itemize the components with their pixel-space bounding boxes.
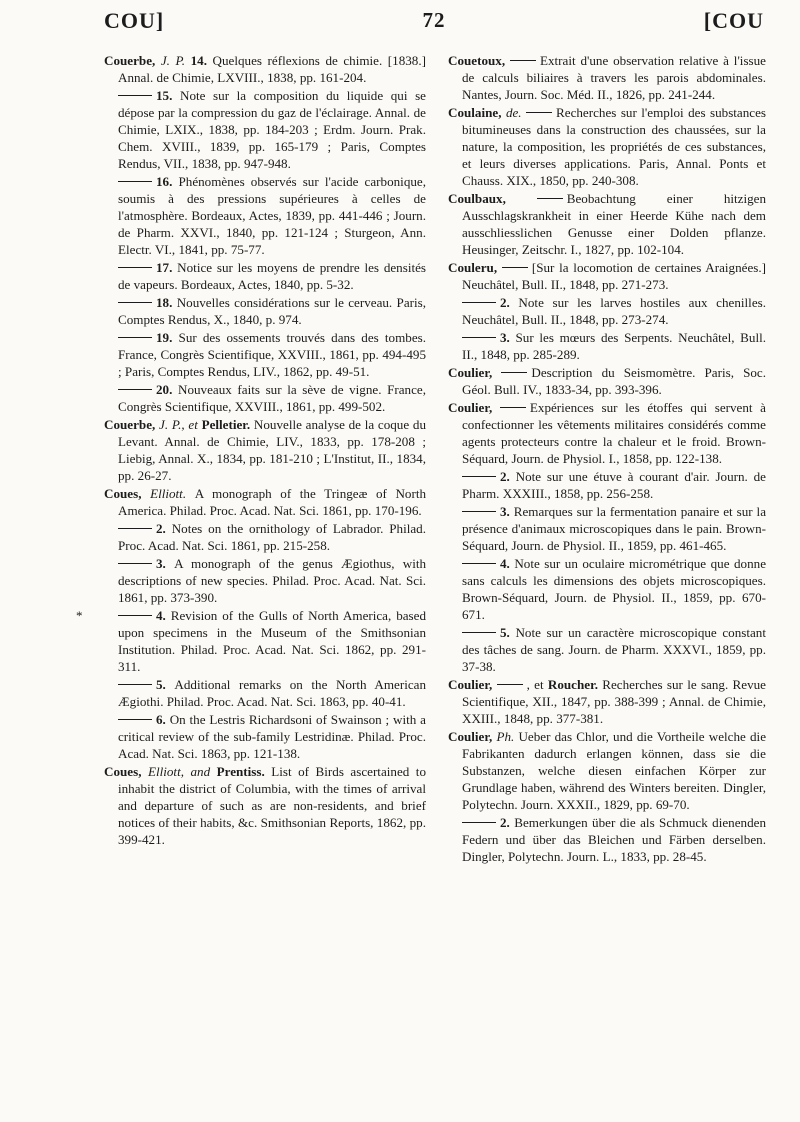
bibliography-entry [448,52,766,103]
entry-number: 17. [156,260,178,275]
ditto-dash [118,719,152,720]
entry-text: Quelques réflexions de chimie. [1838.] Annal. de Chimie, LXVIII., 1838, pp. 161-204. [118,53,426,85]
entry-text: Extrait d'une observation relative à l'issue de calculs biliaires à travers les parois abdominales. Nantes, Journ. Soc. Méd. II., 1826, pp. 241-244. [462,53,766,102]
author-surname: Couleru, [448,260,502,275]
bibliography-subentry [104,87,426,172]
entry-text: Revision of the Gulls of North America, based upon specimens in the Museum of the Smithsonian Institution. Philad. Proc. Acad. Nat. Sci. 1862, pp. 291-311. [118,608,427,674]
header-right-range: [COU [703,8,764,33]
entry-text: Description du Seismomètre. Paris, Soc. Géol. Bull. IV., 1833-34, pp. 393-396. [462,365,767,397]
entry-text: Expériences sur les étoffes qui servent à confectionner les vêtements militaires considérés comme agents protecteurs contre la chaleur et le froid. Brown-Séquard, Journ. de Physiol. I., 1858, pp. 122-138. [462,400,766,466]
ditto-dash [526,112,552,113]
entry-text: Note sur un caractère microscopique constant des tâches de sang. Journ. de Pharm. XXXVI., 1859, pp. 37-38. [462,625,766,674]
bibliography-entry [448,190,766,258]
ditto-dash [118,615,152,616]
ditto-dash [497,684,523,685]
ditto-dash [118,528,152,529]
margin-mark: * [76,608,83,623]
entry-number: 16. [156,174,179,189]
author-given: de. [505,105,527,120]
entry-text: Note sur une étuve à courant d'air. Journ. de Pharm. XXXIII., 1858, pp. 256-258. [462,469,766,501]
entry-number: 4. [156,608,171,623]
entry-number: 14. [190,53,213,68]
entry-text: Note sur un oculaire micrométrique que donne sans calculs les dimensions des objets microscopiques. Brown-Séquard, Journ. de Physiol. II., 1859, pp. 670-671. [462,556,767,622]
header-left-range: COU] [104,8,165,33]
ditto-dash [500,407,526,408]
ditto-dash [462,632,496,633]
entry-text: Notes on the ornithology of Labrador. Philad. Proc. Acad. Nat. Sci. 1861, pp. 215-258. [118,521,426,553]
entry-number: 2. [500,815,515,830]
bibliography-entry [448,259,766,293]
entry-text: [Sur la locomotion de certaines Araignées.] Neuchâtel, Bull. II., 1848, pp. 271-273. [462,260,767,292]
bibliography-subentry [448,814,766,865]
entry-text: Recherches sur l'emploi des substances bitumineuses dans la construction des chaussées, sur la nature, la composition, les propriétés de ces substances, et leurs diverses applications. Paris, Annal. Ponts et Chauss. XIX., 1850, pp. 240-308. [462,105,767,188]
bibliography-subentry [104,381,426,415]
ditto-dash [462,822,496,823]
entry-text: Nouvelle analyse de la coque du Levant. Annal. de Chimie, LIV., 1833, pp. 178-208 ; Liebig, Annal. X., 1834, pp. 181-210 ; L'Institut, II., 1834, pp. 26-27. [118,417,426,483]
bibliography-subentry [104,329,426,380]
author-surname: Couerbe, [104,53,161,68]
coauthor-surname: Roucher. [547,677,603,692]
bibliography-subentry [448,468,766,502]
entry-text: List of Birds ascertained to inhabit the district of Columbia, with the times of arrival and departure of such as are non-residents, and brief notices of their habits, &c. Smithsonian Reports, 1862, pp. 399-421. [118,764,426,847]
entry-text: Phénomènes observés sur l'acide carbonique, soumis à des pressions supérieures à celles de l'atmosphère. Bordeaux, Actes, 1839, pp. 441-446 ; Journ. de Pharm. XXVI., 1840, pp. 121-124 ; Sturgeon, Ann. Electr. VI., 1841, pp. 75-77. [118,174,427,257]
bibliography-subentry [448,503,766,554]
entry-number: 2. [500,295,519,310]
author-surname: Coulier, [448,729,497,744]
author-surname: Coulier, [448,365,502,380]
ditto-dash [118,389,152,390]
entry-text: On the Lestris Richardsoni of Swainson ; with a critical review of the sub-family Lestridinæ. Philad. Proc. Acad. Nat. Sci. 1863, pp. 121-138. [118,712,426,761]
bibliography-subentry [104,520,426,554]
author-given: Elliott. [150,486,195,501]
entry-text: Ueber das Chlor, und die Vortheile welche die Fabrikanten dadurch erlangen können, dass sie die Substanzen, welche diesen einfachen Körper zur Grundlage haben, während des Winters bereiten. Dingler, Polytechn. Journ. XXXII., 1829, pp. 69-70. [462,729,767,812]
ditto-dash [462,302,496,303]
bibliography-subentry [104,294,426,328]
ditto-dash [118,302,152,303]
ditto-dash [118,181,152,182]
entry-text: Recherches sur le sang. Revue Scientifique, XII., 1847, pp. 388-399 ; Annal. de Chimie, XXIII., 1848, pp. 377-381. [462,677,766,726]
entry-number: 3. [156,556,175,571]
author-given: Ph. [496,729,519,744]
entry-text: A monograph of the genus Ægiothus, with descriptions of new species. Philad. Proc. Acad. Nat. Sci. 1861, pp. 373-390. [118,556,427,605]
ditto-dash [462,563,496,564]
ditto-dash [118,95,152,96]
entry-text: Sur des ossements trouvés dans des tombes. France, Congrès Scientifique, XXVIII., 1861, pp. 494-495 ; Paris, Comptes Rendus, LIV., 1862, pp. 49-51. [118,330,427,379]
author-given: Elliott, and [147,764,217,779]
entry-number: 5. [156,677,175,692]
author-surname: Coulier, [448,400,500,415]
entry-number: 18. [156,295,177,310]
left-column [104,52,426,849]
bibliography-entry [104,52,426,86]
entry-number: 19. [156,330,179,345]
author-surname: Coues, [104,764,148,779]
ditto-dash [462,511,496,512]
bibliography-entry [448,104,766,189]
author-conjunction: , et [526,677,548,692]
bibliography-subentry [104,555,426,606]
bibliography-entry [448,676,766,727]
entry-number: 3. [500,504,514,519]
bibliography-subentry [104,607,426,675]
ditto-dash [118,267,152,268]
bibliography-subentry [104,173,426,258]
entry-number: 15. [156,88,180,103]
author-surname: Coulaine, [448,105,506,120]
bibliography-subentry [104,711,426,762]
entry-number: 2. [156,521,172,536]
entry-number: 2. [500,469,516,484]
entry-number: 5. [500,625,516,640]
bibliography-entry [448,364,766,398]
ditto-dash [118,337,152,338]
ditto-dash [462,476,496,477]
coauthor-surname: Pelletier. [201,417,254,432]
ditto-dash [510,60,536,61]
entry-number: 4. [500,556,515,571]
entry-text: Note sur les larves hostiles aux chenilles. Neuchâtel, Bull. II., 1848, pp. 273-274. [462,295,766,327]
bibliography-subentry [448,329,766,363]
entry-text: Remarques sur la fermentation panaire et sur la présence d'animaux microscopiques dans le pain. Brown-Séquard, Journ. de Physiol. II., 1859, pp. 461-465. [462,504,767,553]
entry-text: Sur les mœurs des Serpents. Neuchâtel, Bull. II., 1848, pp. 285-289. [462,330,767,362]
page-header [104,8,764,38]
entry-number: 6. [156,712,170,727]
entry-text: Nouvelles considérations sur le cerveau. Paris, Comptes Rendus, X., 1840, p. 974. [118,295,426,327]
entry-number: 20. [156,382,178,397]
author-surname: Couetoux, [448,53,510,68]
bibliography-entry [448,399,766,467]
bibliography-subentry [448,624,766,675]
coauthor-surname: Prentiss. [216,764,272,779]
bibliography-subentry [448,294,766,328]
ditto-dash [118,563,152,564]
author-surname: Coulier, [448,677,497,692]
entry-number: 3. [500,330,516,345]
bibliography-entry [104,485,426,519]
bibliography-entry [104,763,426,848]
bibliography-subentry [104,676,426,710]
page-number: 72 [422,8,446,32]
ditto-dash [462,337,496,338]
author-surname: Couerbe, [104,417,160,432]
bibliography-subentry [104,259,426,293]
ditto-dash [537,198,563,199]
bibliography-entry [104,416,426,484]
ditto-dash [501,372,527,373]
entry-text: Note sur la composition du liquide qui se dépose par la compression du gaz de l'éclairage. Annal. de Chimie, LXIX., 1838, pp. 184-203 ; Erdm. Journ. Prak. Chem. XVIII., 1839, pp. 165-179 ; Paris, Comptes Rendus, VII., 1838, pp. 947-948. [118,88,426,171]
bibliography-subentry [448,555,766,623]
entry-text: Nouveaux faits sur la sève de vigne. France, Congrès Scientifique, XXVIII., 1861, pp. 499-502. [118,382,426,414]
author-given: J. P. [160,53,191,68]
entry-text: Additional remarks on the North American Ægiothi. Philad. Proc. Acad. Nat. Sci. 1863, pp. 40-41. [118,677,426,709]
ditto-dash [502,267,528,268]
entry-text: Notice sur les moyens de prendre les densités de vapeurs. Bordeaux, Actes, 1840, pp. 5-32. [118,260,427,292]
bibliography-entry [448,728,766,813]
author-given: J. P., et [159,417,202,432]
entry-text: Beobachtung einer hitzigen Ausschlagskrankheit in einer Heerde Kühe nach dem ausschliesslichen Genusse einer Dolden pflanze. Heusinger, Zeitschr. I., 1827, pp. 102-104. [462,191,766,257]
author-surname: Coues, [104,486,151,501]
author-surname: Coulbaux, [448,191,537,206]
entry-text: A monograph of the Tringeæ of North America. Philad. Proc. Acad. Nat. Sci. 1861, pp. 170-196. [118,486,427,518]
right-column [448,52,766,866]
ditto-dash [118,684,152,685]
entry-text: Bemerkungen über die als Schmuck dienenden Federn und über das Bleichen und Färben derselben. Dingler, Polytechn. Journ. L., 1833, pp. 28-45. [462,815,766,864]
